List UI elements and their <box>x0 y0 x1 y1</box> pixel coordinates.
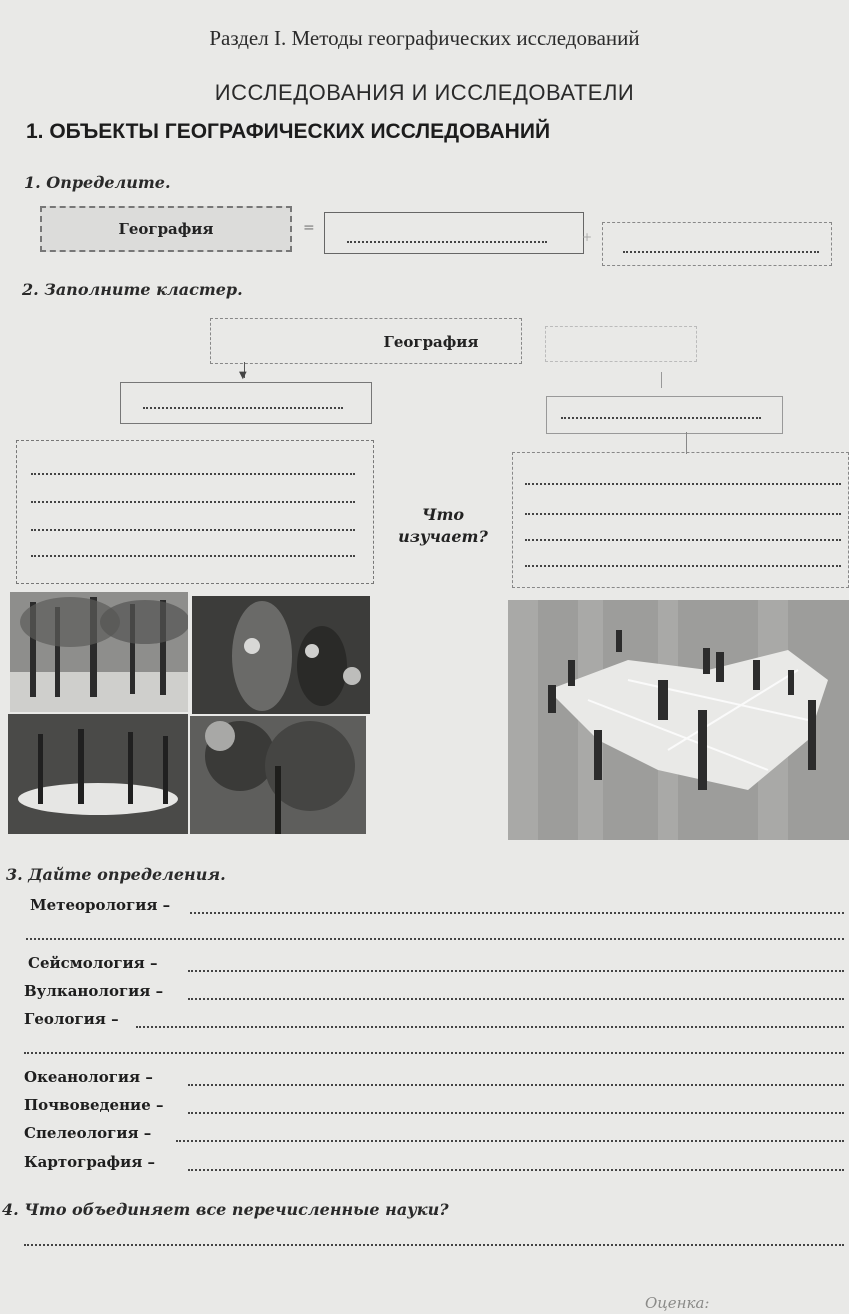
definition-term: Сейсмология – <box>28 954 158 972</box>
answer-line[interactable] <box>188 970 844 972</box>
answer-line[interactable] <box>188 1084 844 1086</box>
answer-line <box>31 555 355 557</box>
answer-line <box>143 407 343 409</box>
definition-row <box>24 1096 163 1114</box>
plus-sign: + <box>582 230 593 244</box>
definition-row <box>24 982 163 1000</box>
term-box <box>40 206 292 252</box>
answer-line[interactable] <box>24 1244 844 1246</box>
term-label: География <box>118 220 214 238</box>
answer-line <box>525 539 841 541</box>
equals-sign: = <box>303 220 315 236</box>
main-title: 1. ОБЪЕКТЫ ГЕОГРАФИЧЕСКИХ ИССЛЕДОВАНИЙ <box>26 120 551 143</box>
definition-term: Геология – <box>24 1010 119 1028</box>
answer-line[interactable] <box>26 938 844 940</box>
people-map-photo <box>508 600 849 840</box>
definition-row <box>24 954 157 972</box>
arrow-down-icon: ▼ <box>239 370 247 381</box>
cluster-right-box[interactable] <box>546 396 783 434</box>
definition-term: Картография – <box>24 1153 156 1171</box>
definition-term: Спелеология – <box>24 1124 152 1142</box>
task1-label: 1. Определите. <box>24 173 171 192</box>
answer-line <box>31 529 355 531</box>
cluster-root-label: География <box>383 333 479 351</box>
definition-row <box>24 1153 155 1171</box>
definition-term: Вулканология – <box>24 982 164 1000</box>
definition-term: Почвоведение – <box>24 1096 164 1114</box>
forest-photo-1 <box>10 592 188 712</box>
definition-row <box>24 1068 153 1086</box>
connector-right <box>661 372 662 388</box>
forest-photo-2 <box>192 596 370 714</box>
section-title: Раздел I. Методы географических исследований <box>209 26 640 50</box>
definition-term: Метеорология – <box>30 896 171 914</box>
answer-box-2[interactable] <box>602 222 832 266</box>
answer-line <box>623 251 819 253</box>
answer-line[interactable] <box>190 912 844 914</box>
cluster-root-ghost <box>545 326 697 362</box>
answer-line <box>525 483 841 485</box>
sub-title: ИССЛЕДОВАНИЯ И ИССЛЕДОВАТЕЛИ <box>214 80 635 105</box>
answer-line <box>347 241 547 243</box>
answer-line[interactable] <box>188 1112 844 1114</box>
right-list-box[interactable] <box>512 452 849 588</box>
task2-label: 2. Заполните кластер. <box>22 280 243 299</box>
answer-line <box>525 513 841 515</box>
answer-line <box>525 565 841 567</box>
definition-row <box>24 1010 119 1028</box>
cluster-root-box <box>210 318 522 364</box>
task3-label: 3. Дайте определения. <box>6 865 226 884</box>
cluster-left-box[interactable] <box>120 382 372 424</box>
left-list-box[interactable] <box>16 440 374 584</box>
definition-row <box>24 1124 151 1142</box>
definition-term: Океанология – <box>24 1068 153 1086</box>
answer-box-1[interactable] <box>324 212 584 254</box>
definition-row <box>24 896 170 914</box>
connector-right-2 <box>686 432 687 454</box>
grade-label: Оценка: <box>645 1294 710 1312</box>
question-label: Что изучает? <box>398 505 488 546</box>
answer-line[interactable] <box>176 1140 844 1142</box>
answer-line <box>31 501 355 503</box>
answer-line[interactable] <box>188 1169 844 1171</box>
answer-line[interactable] <box>136 1026 844 1028</box>
answer-line[interactable] <box>24 1052 844 1054</box>
task4-label: 4. Что объединяет все перечисленные науки? <box>2 1200 449 1219</box>
forest-photo-4 <box>190 716 366 834</box>
answer-line[interactable] <box>188 998 844 1000</box>
answer-line <box>561 417 761 419</box>
forest-photo-3 <box>8 714 188 834</box>
answer-line <box>31 473 355 475</box>
